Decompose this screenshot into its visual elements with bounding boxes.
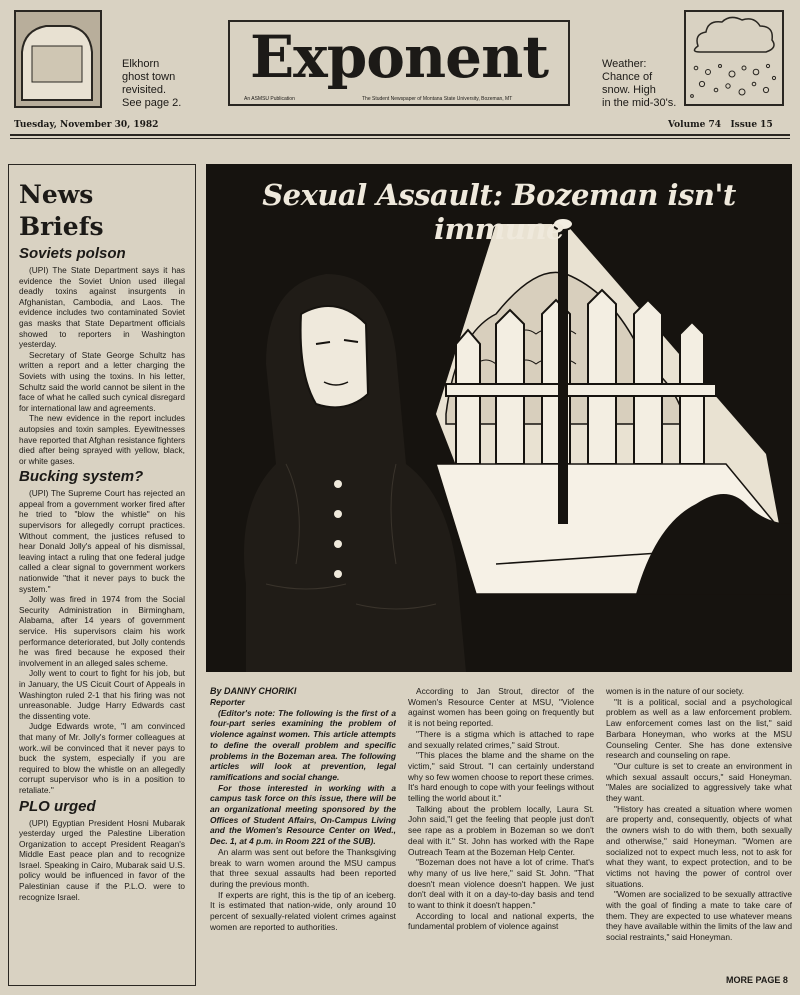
editors-note: (Editor's note: The following is the first of a four-part series examining the problem of violence against women. This article attempts to define the overall problem and specific problems in the Bozeman area. The following articles will look at prevention, legal ramifications and social change.	[210, 707, 396, 782]
divider	[10, 134, 790, 136]
teaser-text[interactable]: Elkhorn ghost town revisited. See page 2.	[122, 58, 182, 109]
brief-headline: Soviets polson	[19, 245, 126, 262]
newspaper-subtitle: The Student Newspaper of Montana State University, Bozeman, MT	[362, 96, 513, 102]
flag-box	[228, 20, 570, 106]
brief-paragraph: Judge Edwards wrote, "I am convinced that many of Mr. Jolly's former colleagues at work..wil be convinced that it never pays to buck the system, especially if you are required to blow the whistle on an allegedly corrupt supervisor who is in a position to retaliate."	[19, 721, 185, 795]
weather-text: Weather: Chance of snow. High in the mid-30's.	[602, 58, 677, 109]
brief-headline: PLO urged	[19, 797, 96, 815]
brief-paragraph: (UPI) The Supreme Court has rejected an appeal from a government worker fired after he tried to "blow the whistle" on his supervisors for allegedly corrupt practices. Without comment, the justices refused to hear Donald Jolly's appeal of his dismissal, leaving intact a ruling that one federal judge called a clear signal to government workers nationwide "that it never pays to buck the system."	[19, 488, 185, 594]
story-column	[606, 686, 792, 976]
continued-link[interactable]: MORE PAGE 8	[726, 975, 788, 985]
story-paragraph: According to local and national experts, the fundamental problem of violence against	[408, 910, 594, 932]
brief-paragraph: Secretary of State George Schultz has written a report and a letter charging the Soviets with using the toxins. In his letter, Schultz said the world cannot be silent in the face of what he called such cynical disregard for international law and agreements.	[19, 349, 185, 413]
story-paragraph: Talking about the problem locally, Laura St. John said,"I get the feeling that people just don't see rape as a problem in Bozeman so we don't deal with it." St. John has worked with the Rape Outreach Team at the Bozeman Help Center.	[408, 803, 594, 857]
byline-role: Reporter	[210, 697, 245, 707]
brief-paragraph: Jolly was fired in 1974 from the Social Security Administration in Birmingham, Alabama, after 14 years of government service. His supervisors claim his work performance deteriorated, but Jolly contends he was fired because he exposed their involvement in an alleged sales scheme.	[19, 594, 185, 668]
story-paragraph: "There is a stigma which is attached to rape and sexually related crimes," said Strout.	[408, 728, 594, 750]
story-paragraph: women is in the nature of our society.	[606, 686, 745, 696]
story-paragraph: "History has created a situation where women are property and, consequently, objects of what the owners wish to do with them, both sexually and otherwise," said Honeyman. "Women are socialized not to expect much less, not to ask for what they want, to expect protection, and to be victims not having the power of control over situations.	[606, 803, 792, 889]
brief-paragraph: The new evidence in the report includes autopsies and toxin samples. Eyewitnesses have reported that Afghan resistance fighters died after being sprayed with yellow, black, or white gases.	[19, 413, 185, 466]
volume-issue: Volume 74 Issue 15	[668, 120, 773, 130]
story-headline: Sexual Assault: Bozeman isn't immune	[262, 178, 736, 246]
editors-note: For those interested in working with a campus task force on this issue, there will be an organizational meeting sponsored by the Offices of Student Affairs, On-Campus Living and the Women's Resource Center on Wed., Dec. 1, at 4 p.m. in Room 221 of the SUB).	[210, 782, 396, 847]
brief-paragraph: (UPI) Egyptian President Hosni Mubarak yesterday urged the Palestine Liberation Organization to accept President Reagan's Middle East peace plan and to recognize Israel. Speaking in Cairo, Mubarak said U.S. policy would be influenced in favor of the Palestinian cause if the P.L.O. were to recognize Israel.	[19, 817, 185, 902]
byline: By DANNY CHORIKI	[210, 686, 297, 696]
ghost-town-photo	[14, 10, 102, 108]
brief-paragraph: (UPI) The State Department says it has evidence the Soviet Union used illegal deadly toxins against insurgents in Afghanistan, Cambodia, and Laos. The evidence includes two contaminated Soviet gas masks that State Department officials showed to reporters in Washington yesterday.	[19, 265, 185, 350]
snow-cloud-icon	[684, 10, 784, 106]
issue-date: Tuesday, November 30, 1982	[14, 120, 159, 130]
story-paragraph: An alarm was sent out before the Thanksgiving break to warn women around the MSU campus that three sexual assaults had been reported during the previous month.	[210, 846, 396, 889]
news-briefs-column	[8, 164, 196, 986]
story-column	[210, 686, 396, 986]
story-paragraph: According to Jan Strout, director of the Women's Resource Center at MSU, "Violence against women has been going on frequently but it is not being reported.	[408, 686, 594, 729]
story-illustration	[206, 164, 792, 672]
brief-paragraph: Jolly went to court to fight for his job, but in January, the US Cicuit Court of Appeals in Washington ruled 2-1 that his firing was not unreasonable. Judge Harry Edwards cast the dissenting vote.	[19, 668, 185, 721]
story-paragraph: If experts are right, this is the tip of an iceberg. It is estimated that nation-wide, only around 10 percent of sexually-related violent crimes against women are reported to authorities.	[210, 889, 396, 932]
newspaper-title: Exponent	[249, 23, 549, 91]
story-paragraph: "Bozeman does not have a lot of crime. That's why many of us live here," said St. John. "That doesn't mean violence doesn't happen. We just don't deal with it on a day-to-day basis and tend to want to think it doesn't happen."	[408, 857, 594, 911]
publication-note: An ASMSU Publication	[244, 96, 295, 102]
story-paragraph: "Our culture is set to create an environment in which sexual assault occurs," said Honeyman. "Males are socialized to aggressively take what they want.	[606, 760, 792, 804]
story-paragraph: "It is a political, social and a psychological problem as well as a law enforcement problem. Law enforcement comes last on the list," said Barbara Honeyman, who works at the MSU Counseling Center. She has done extensive research and counseling on rape.	[606, 696, 792, 761]
divider	[10, 138, 790, 139]
brief-headline: Bucking system?	[19, 468, 144, 486]
briefs-title: News Briefs	[19, 180, 104, 241]
story-paragraph: "This places the blame and the shame on the victim," said Strout. "I can certainly understand why so few women choose to report these crimes. It's hard enough to cope with your feelings without telling the world about it."	[408, 750, 594, 804]
story-paragraph: "Women are socialized to be sexually attractive with the goal of finding a mate to take care of them. They are expected to use whatever means they have available within the limits of the law and social restraints," said Honeyman.	[606, 889, 792, 943]
story-column	[408, 686, 594, 986]
